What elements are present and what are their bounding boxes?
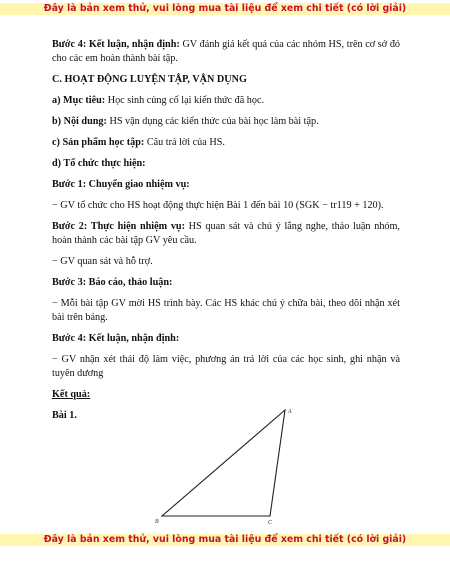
ket-qua-heading: Kết quả: bbox=[52, 389, 91, 400]
muc-tieu-label: a) Mục tiêu: bbox=[52, 95, 106, 106]
b4-text: − GV nhận xét thái độ làm việc, phương án trả lời của các học sinh, ghi nhận và tuyên dương bbox=[52, 354, 400, 379]
preview-banner-bottom: Đây là bản xem thử, vui lòng mua tài liệu để xem chi tiết (có lời giải) bbox=[0, 534, 450, 546]
bai1-heading: Bài 1. bbox=[52, 410, 77, 421]
noi-dung bbox=[52, 115, 400, 129]
b2-text: HS quan sát và chú ý lắng nghe, thảo luận nhóm, hoàn thành các bài tập GV yêu cầu. bbox=[52, 221, 400, 246]
triangle-figure bbox=[140, 402, 310, 532]
document-body bbox=[52, 38, 400, 423]
b2-label: Bước 2: Thực hiện nhiệm vụ: bbox=[52, 221, 185, 232]
b2-text2: − GV quan sát và hỗ trợ. bbox=[52, 256, 153, 267]
san-pham bbox=[52, 136, 400, 150]
b1-text: − GV tổ chức cho HS hoạt động thực hiện Bài 1 đến bài 10 (SGK − tr119 + 120). bbox=[52, 200, 384, 211]
b3-text: − Mỗi bài tập GV mời HS trình bày. Các HS khác chú ý chữa bài, theo dõi nhận xét bài trên bảng. bbox=[52, 298, 400, 323]
preview-banner-top: Đây là bản xem thử, vui lòng mua tài liệu để xem chi tiết (có lời giải) bbox=[0, 3, 450, 15]
vertex-label-c: C bbox=[268, 520, 273, 526]
step4-text: GV đánh giá kết quả của các nhóm HS, trên cơ sở đó cho các em hoàn thành bài tập. bbox=[52, 39, 401, 64]
noi-dung-label: b) Nội dung: bbox=[52, 116, 107, 127]
b1-label: Bước 1: Chuyển giao nhiệm vụ: bbox=[52, 179, 190, 190]
step4-label: Bước 4: Kết luận, nhận định: bbox=[52, 39, 180, 50]
b2-paragraph bbox=[52, 220, 400, 248]
san-pham-label: c) Sản phẩm học tập: bbox=[52, 137, 145, 148]
triangle-abc bbox=[162, 410, 285, 516]
to-chuc-heading: d) Tổ chức thực hiện: bbox=[52, 158, 146, 169]
vertex-label-b: B bbox=[155, 519, 159, 525]
b4-label: Bước 4: Kết luận, nhận định: bbox=[52, 333, 180, 344]
san-pham-text: Câu trả lời của HS. bbox=[144, 137, 225, 148]
step4-paragraph bbox=[52, 38, 400, 66]
b3-label: Bước 3: Báo cáo, thảo luận: bbox=[52, 277, 173, 288]
section-title: C. HOẠT ĐỘNG LUYỆN TẬP, VẬN DỤNG bbox=[52, 74, 247, 85]
vertex-label-a: A bbox=[288, 409, 292, 415]
noi-dung-text: HS vận dụng các kiến thức của bài học làm bài tập. bbox=[106, 116, 319, 127]
muc-tieu-text: Học sinh củng cố lại kiến thức đã học. bbox=[105, 95, 265, 106]
muc-tieu bbox=[52, 94, 400, 108]
